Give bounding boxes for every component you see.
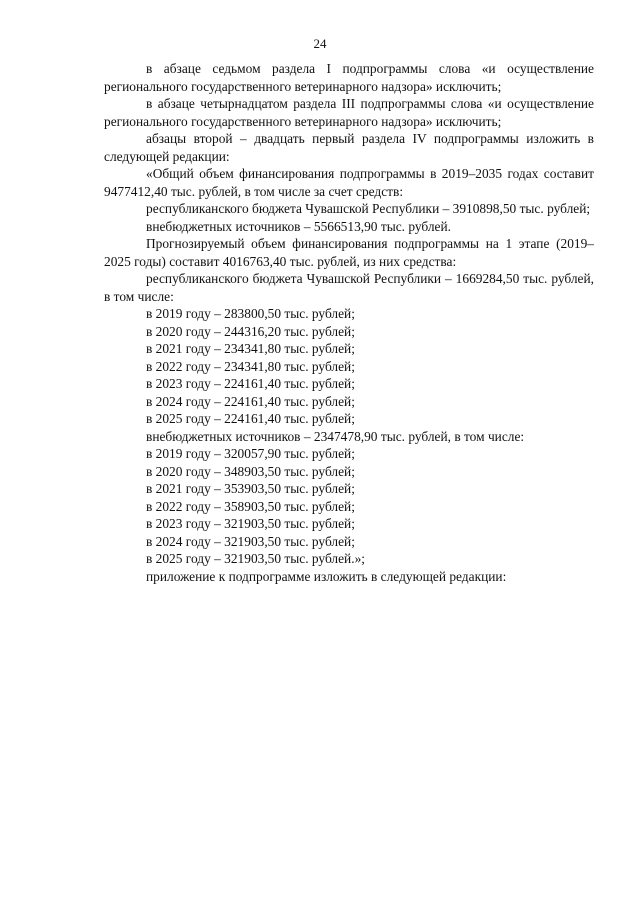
year-line: в 2024 году – 321903,50 тыс. рублей;	[146, 533, 355, 549]
paragraph: Прогнозируемый объем финансирования подпрограммы на 1 этапе (2019–2025 годы) составит 4016763,40 тыс. рублей, из них средства:	[104, 236, 594, 269]
year-line: в 2023 году – 224161,40 тыс. рублей;	[146, 376, 355, 391]
paragraph: республиканского бюджета Чувашской Республики – 3910898,50 тыс. рублей;	[146, 201, 591, 216]
year-line: в 2021 году – 234341,80 тыс. рублей;	[146, 341, 355, 356]
year-line: в 2019 году – 320057,90 тыс. рублей;	[146, 446, 355, 461]
year-line: в 2024 году – 224161,40 тыс. рублей;	[146, 393, 355, 409]
paragraph: внебюджетных источников – 2347478,90 тыс. рублей, в том числе:	[146, 428, 525, 444]
year-line: в 2025 году – 224161,40 тыс. рублей;	[146, 411, 355, 426]
paragraph: внебюджетных источников – 5566513,90 тыс. рублей.	[146, 218, 451, 234]
year-line: в 2023 году – 321903,50 тыс. рублей;	[146, 516, 355, 531]
year-line: в 2020 году – 348903,50 тыс. рублей;	[146, 463, 355, 479]
year-line: в 2022 году – 358903,50 тыс. рублей;	[146, 498, 355, 514]
year-line: в 2022 году – 234341,80 тыс. рублей;	[146, 358, 355, 374]
paragraph: приложение к подпрограмме изложить в следующей редакции:	[146, 568, 507, 584]
paragraph: в абзаце седьмом раздела I подпрограммы слова «и осуществление регионального государственного ветеринарного надзора» исключить;	[104, 61, 594, 94]
year-line: в 2021 году – 353903,50 тыс. рублей;	[146, 481, 355, 496]
paragraph: абзацы второй – двадцать первый раздела IV подпрограммы изложить в следующей редакции:	[104, 131, 594, 164]
document-body	[104, 60, 594, 585]
year-line: в 2019 году – 283800,50 тыс. рублей;	[146, 306, 355, 321]
paragraph: в абзаце четырнадцатом раздела III подпрограммы слова «и осуществление регионального государственного ветеринарного надзора» исключить;	[104, 96, 594, 129]
paragraph: республиканского бюджета Чувашской Республики – 1669284,50 тыс. рублей, в том числе:	[104, 271, 594, 304]
year-line: в 2025 году – 321903,50 тыс. рублей.»;	[146, 551, 365, 566]
page-number: 24	[313, 36, 327, 51]
year-line: в 2020 году – 244316,20 тыс. рублей;	[146, 323, 355, 339]
paragraph: «Общий объем финансирования подпрограммы в 2019–2035 годах составит 9477412,40 тыс. рублей, в том числе за счет средств:	[104, 166, 594, 199]
